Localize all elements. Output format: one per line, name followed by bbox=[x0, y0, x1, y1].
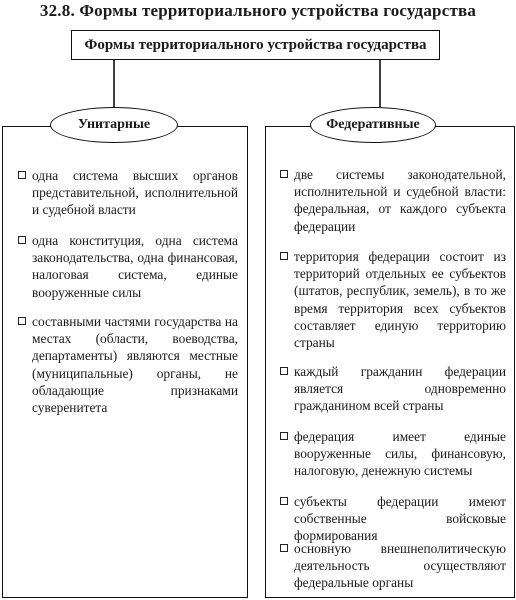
federal-item-text: две системы законодательной, исполнительной и судебной власти: федеральная, от каждого субъекта федерации bbox=[294, 167, 506, 234]
unitary-item bbox=[18, 167, 238, 219]
federal-item-text: каждый гражданин федерации является одновременно гражданином всей страны bbox=[294, 364, 506, 414]
page-heading: 32.8. Формы территориального устройства государства bbox=[39, 1, 477, 20]
federal-item bbox=[280, 166, 506, 235]
unitary-item-text: составными частями государства на местах (области, воеводства, департаменты) являются местные (муниципальные) органы, не обладающие признаками суверенитета bbox=[32, 314, 238, 416]
checkbox-icon bbox=[18, 236, 26, 244]
federal-item bbox=[280, 363, 506, 415]
federal-item-text: основную внешнеполитическую деятельность осуществляют федеральные органы bbox=[294, 541, 506, 591]
root-box-label: Формы территориального устройства государства bbox=[84, 36, 427, 53]
federal-item-text: федерация имеет единые вооруженные силы, финансовую, налоговую, денежную системы bbox=[294, 429, 506, 479]
checkbox-icon bbox=[280, 252, 288, 260]
checkbox-icon bbox=[18, 171, 26, 179]
federal-title: Федеративные bbox=[326, 117, 420, 132]
checkbox-icon bbox=[280, 432, 288, 440]
federal-oval bbox=[310, 107, 436, 143]
federal-item bbox=[280, 428, 506, 480]
unitary-item-text: одна конституция, одна система законодательства, одна финансовая, налоговая система, единые вооруженные силы bbox=[32, 233, 238, 300]
federal-item bbox=[280, 540, 506, 592]
checkbox-icon bbox=[280, 497, 288, 505]
unitary-oval bbox=[50, 107, 178, 143]
checkbox-icon bbox=[280, 170, 288, 178]
federal-item bbox=[280, 493, 506, 545]
checkbox-icon bbox=[280, 367, 288, 375]
unitary-item bbox=[18, 313, 238, 416]
unitary-item-text: одна система высших органов представительной, исполнительной и судебной власти bbox=[32, 168, 238, 218]
federal-item bbox=[280, 248, 506, 351]
checkbox-icon bbox=[18, 317, 26, 325]
unitary-item bbox=[18, 232, 238, 301]
checkbox-icon bbox=[280, 544, 288, 552]
federal-item-text: территория федерации состоит из территорий отдельных ее субъектов (штатов, республик, земель), в то же время территория всех субъектов составляет единую территорию страны bbox=[294, 249, 506, 351]
unitary-title: Унитарные bbox=[77, 117, 151, 132]
federal-item-text: субъекты федерации имеют собственные войсковые формирования bbox=[294, 494, 506, 544]
